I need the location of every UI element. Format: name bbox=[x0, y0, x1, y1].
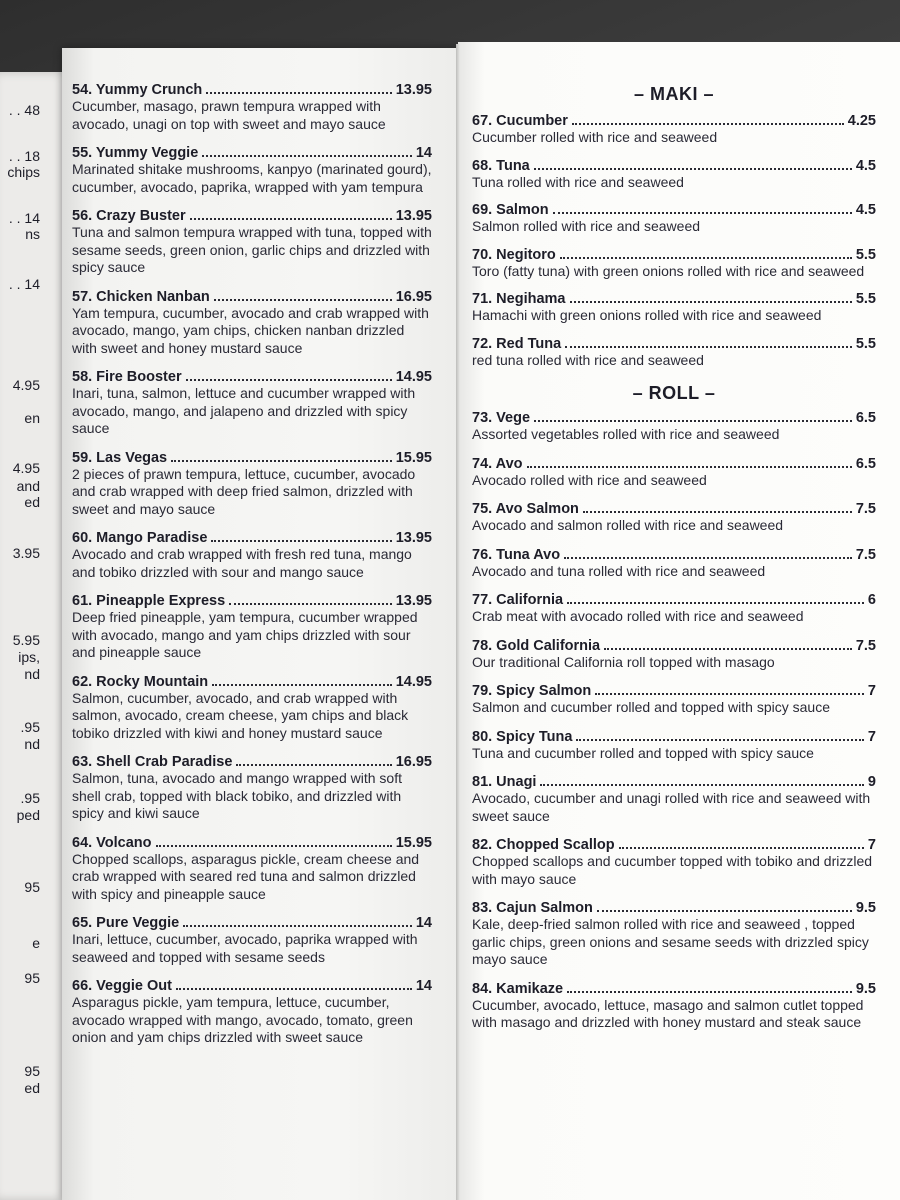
menu-item-price: 4.5 bbox=[855, 202, 876, 218]
left-page-text-fragment: ed bbox=[24, 494, 40, 510]
menu-item-header bbox=[72, 82, 432, 98]
menu-item bbox=[472, 113, 876, 147]
menu-item bbox=[472, 900, 876, 969]
menu-item-header bbox=[472, 410, 876, 426]
left-menu-page-fragment bbox=[0, 72, 70, 1200]
menu-item bbox=[72, 835, 432, 904]
dot-leader bbox=[156, 845, 392, 847]
menu-item bbox=[72, 674, 432, 743]
menu-item-name: 58. Fire Booster bbox=[72, 369, 182, 385]
left-page-text-fragment: .95 bbox=[20, 719, 40, 735]
menu-item-name: 72. Red Tuna bbox=[472, 335, 562, 352]
menu-item-description: Inari, tuna, salmon, lettuce and cucumber wrapped with avocado, mango, and jalapeno and drizzled with spicy sauce bbox=[72, 385, 416, 436]
dot-leader bbox=[534, 420, 852, 422]
menu-item-price: 4.5 bbox=[855, 157, 876, 174]
menu-item-description: Kale, deep-fried salmon rolled with rice and seaweed , topped garlic chips, green onions and sesame seeds with drizzled spicy mayo sauce bbox=[472, 916, 869, 967]
menu-item-header bbox=[72, 369, 432, 385]
menu-item-description: red tuna rolled with rice and seaweed bbox=[472, 351, 704, 368]
menu-item-header bbox=[472, 336, 876, 352]
menu-item-description: Tuna rolled with rice and seaweed bbox=[472, 173, 684, 190]
menu-item-description: Avocado, cucumber and unagi rolled with rice and seaweed with sweet sauce bbox=[472, 790, 871, 824]
menu-item-price: 13.95 bbox=[395, 208, 432, 224]
menu-item bbox=[72, 289, 432, 358]
dot-leader bbox=[576, 739, 863, 741]
menu-item-header bbox=[72, 450, 432, 466]
menu-item bbox=[472, 729, 876, 763]
menu-item-name: 73. Vege bbox=[472, 410, 531, 426]
dot-leader bbox=[212, 684, 392, 686]
menu-item bbox=[472, 547, 876, 581]
menu-item-description: Salmon, cucumber, avocado, and crab wrapped with salmon, avocado, cream cheese, yam chips and black tobiko drizzled with kiwi and honey mustard sauce bbox=[72, 689, 409, 741]
menu-item bbox=[472, 592, 876, 626]
dot-leader bbox=[236, 764, 391, 766]
menu-item-name: 70. Negitoro bbox=[472, 246, 556, 263]
left-page-text-fragment: 5.95 bbox=[12, 632, 40, 648]
menu-item-header bbox=[472, 202, 876, 218]
menu-item-name: 55. Yummy Veggie bbox=[72, 145, 199, 161]
menu-item-description: Tuna and cucumber rolled and topped with spicy sauce bbox=[472, 744, 814, 761]
menu-item-name: 75. Avo Salmon bbox=[472, 501, 579, 517]
left-page-text-fragment: 95 bbox=[24, 879, 40, 895]
menu-item-name: 54. Yummy Crunch bbox=[72, 82, 203, 98]
left-page-text-fragment: nd bbox=[24, 736, 40, 752]
roll-section-title: – ROLL – bbox=[632, 383, 716, 403]
maki-section-title: – MAKI – bbox=[633, 84, 715, 104]
menu-item bbox=[472, 501, 876, 535]
left-page-text-fragment: ped bbox=[16, 807, 40, 823]
menu-item-header bbox=[472, 547, 876, 563]
menu-item-price: 14.95 bbox=[395, 673, 432, 690]
menu-item-description: Assorted vegetables rolled with rice and seaweed bbox=[472, 426, 780, 442]
menu-item-description: Chopped scallops, asparagus pickle, cream cheese and crab wrapped with seared red tuna and salmon drizzled with spicy and pineapple sauce bbox=[72, 850, 420, 902]
menu-item-name: 56. Crazy Buster bbox=[72, 208, 186, 224]
menu-item-header bbox=[72, 978, 432, 994]
left-page-text-fragment: . . 14 bbox=[8, 276, 40, 292]
menu-item-header bbox=[472, 113, 876, 129]
dot-leader bbox=[565, 346, 852, 348]
left-page-text-fragment: 4.95 bbox=[12, 460, 40, 476]
menu-item-description: Toro (fatty tuna) with green onions rolled with rice and seaweed bbox=[472, 262, 865, 279]
dot-leader bbox=[534, 168, 852, 170]
menu-item bbox=[72, 754, 432, 823]
menu-item-description: Yam tempura, cucumber, avocado and crab wrapped with avocado, mango, yam chips, chicken nanban drizzled with sweet and honey mustard sauce bbox=[72, 304, 429, 356]
menu-item bbox=[472, 837, 876, 888]
left-page-text-fragment: ed bbox=[24, 1080, 40, 1096]
menu-item-price: 13.95 bbox=[395, 530, 432, 546]
menu-item-price: 7 bbox=[867, 728, 876, 745]
dot-leader bbox=[214, 299, 392, 301]
menu-item-name: 69. Salmon bbox=[472, 202, 549, 218]
dot-leader bbox=[527, 466, 852, 468]
menu-item bbox=[472, 410, 876, 444]
left-page-text-fragment: 95 bbox=[24, 970, 40, 986]
menu-item-description: Hamachi with green onions rolled with rice and seaweed bbox=[472, 307, 822, 323]
dot-leader bbox=[564, 557, 852, 559]
left-page-text-fragment: chips bbox=[7, 164, 40, 180]
dot-leader bbox=[202, 155, 412, 157]
menu-item-price: 13.95 bbox=[395, 593, 432, 609]
menu-item-description: Cucumber rolled with rice and seaweed bbox=[472, 129, 718, 145]
menu-item-header bbox=[472, 456, 876, 472]
menu-item-header bbox=[472, 638, 876, 654]
dot-leader bbox=[604, 648, 852, 650]
menu-item-price: 14 bbox=[415, 978, 432, 994]
left-page-text-fragment: ns bbox=[25, 226, 40, 242]
menu-item-price: 14.95 bbox=[395, 369, 432, 385]
menu-item bbox=[72, 530, 432, 581]
menu-item bbox=[472, 683, 876, 717]
dot-leader bbox=[553, 212, 852, 214]
menu-item-price: 7 bbox=[867, 683, 876, 699]
menu-item-price: 14 bbox=[415, 145, 432, 161]
menu-item-price: 13.95 bbox=[395, 82, 432, 98]
left-page-text-fragment: 4.95 bbox=[12, 377, 40, 393]
menu-item-header bbox=[472, 592, 876, 608]
menu-fold-crease bbox=[456, 44, 460, 1200]
menu-item-price: 15.95 bbox=[395, 834, 432, 851]
menu-item-description: Avocado and tuna rolled with rice and seaweed bbox=[472, 562, 766, 579]
menu-item-price: 5.5 bbox=[855, 246, 876, 263]
menu-item bbox=[472, 336, 876, 370]
menu-item bbox=[72, 593, 432, 662]
dot-leader bbox=[570, 301, 852, 303]
menu-item-description: Tuna and salmon tempura wrapped with tuna, topped with sesame seeds, green onion, garlic chips and drizzled with spicy sauce bbox=[72, 224, 432, 275]
menu-item-price: 6.5 bbox=[855, 455, 876, 472]
left-page-text-fragment: .95 bbox=[20, 790, 40, 806]
dot-leader bbox=[567, 602, 864, 604]
menu-item-header bbox=[72, 208, 432, 224]
menu-item-header bbox=[472, 729, 876, 745]
dot-leader bbox=[183, 925, 412, 927]
left-page-text-fragment: and bbox=[16, 478, 40, 494]
dot-leader bbox=[619, 847, 864, 849]
menu-item-name: 74. Avo bbox=[472, 455, 523, 472]
menu-item-price: 15.95 bbox=[395, 449, 432, 466]
menu-item-header bbox=[472, 247, 876, 263]
menu-item-header bbox=[472, 900, 876, 916]
dot-leader bbox=[211, 540, 391, 542]
menu-item-name: 65. Pure Veggie bbox=[72, 915, 180, 931]
menu-item-description: Cucumber, masago, prawn tempura wrapped with avocado, unagi on top with sweet and mayo sauce bbox=[72, 98, 386, 132]
menu-item-price: 6 bbox=[867, 592, 876, 608]
menu-item-description: Avocado and crab wrapped with fresh red tuna, mango and tobiko drizzled with sour and mango sauce bbox=[72, 546, 412, 580]
menu-item-name: 80. Spicy Tuna bbox=[472, 728, 573, 745]
menu-item-header bbox=[72, 674, 432, 690]
menu-item-header bbox=[472, 683, 876, 699]
menu-item-description: Asparagus pickle, yam tempura, lettuce, cucumber, avocado wrapped with mango, avocado, tomato, green onion and yam chips drizzled with sweet sauce bbox=[72, 994, 413, 1045]
menu-item-name: 76. Tuna Avo bbox=[472, 546, 561, 563]
menu-item-header bbox=[72, 530, 432, 546]
dot-leader bbox=[190, 218, 392, 220]
menu-item-price: 16.95 bbox=[395, 754, 432, 770]
maki-list bbox=[472, 113, 876, 369]
menu-item bbox=[72, 82, 432, 133]
menu-item bbox=[72, 915, 432, 966]
menu-item-name: 71. Negihama bbox=[472, 291, 566, 307]
menu-item-price: 7.5 bbox=[855, 546, 876, 563]
menu-item-price: 6.5 bbox=[855, 410, 876, 426]
menu-item-header bbox=[472, 981, 876, 997]
menu-item-price: 9.5 bbox=[855, 900, 876, 916]
menu-item-price: 16.95 bbox=[395, 288, 432, 305]
menu-item-price: 9.5 bbox=[855, 980, 876, 997]
menu-item-name: 62. Rocky Mountain bbox=[72, 673, 209, 690]
menu-item-header bbox=[72, 289, 432, 305]
menu-item-name: 59. Las Vegas bbox=[72, 449, 168, 466]
menu-item-header bbox=[72, 835, 432, 851]
menu-item-name: 83. Cajun Salmon bbox=[472, 900, 593, 916]
menu-item-price: 9 bbox=[867, 774, 876, 790]
menu-item bbox=[472, 774, 876, 825]
menu-item-description: Cucumber, avocado, lettuce, masago and salmon cutlet topped with masago and drizzled with honey mustard and steak sauce bbox=[472, 996, 864, 1030]
left-page-text-fragment: . . 14 bbox=[8, 210, 40, 226]
dot-leader bbox=[572, 123, 844, 125]
menu-item-price: 5.5 bbox=[855, 291, 876, 307]
menu-item-name: 81. Unagi bbox=[472, 774, 537, 790]
dot-leader bbox=[540, 784, 863, 786]
menu-item-header bbox=[472, 291, 876, 307]
menu-item bbox=[472, 291, 876, 325]
dot-leader bbox=[560, 257, 852, 259]
left-page-text-fragment: en bbox=[24, 410, 40, 426]
menu-item-header bbox=[72, 754, 432, 770]
menu-item-name: 66. Veggie Out bbox=[72, 978, 172, 994]
menu-item-header bbox=[472, 158, 876, 174]
dot-leader bbox=[186, 379, 392, 381]
menu-item bbox=[472, 247, 876, 281]
menu-item-description: Inari, lettuce, cucumber, avocado, paprika wrapped with seaweed and topped with sesame seeds bbox=[72, 931, 418, 965]
menu-item bbox=[72, 208, 432, 277]
menu-item-name: 77. California bbox=[472, 592, 564, 608]
menu-item-name: 64. Volcano bbox=[72, 834, 152, 851]
dot-leader bbox=[229, 603, 392, 605]
left-page-text-fragment: nd bbox=[24, 666, 40, 682]
menu-item-header bbox=[472, 837, 876, 853]
left-page-text-fragment: . . 18 bbox=[8, 148, 40, 164]
dot-leader bbox=[597, 910, 852, 912]
menu-item-name: 61. Pineapple Express bbox=[72, 593, 226, 609]
menu-item-description: Salmon and cucumber rolled and topped with spicy sauce bbox=[472, 699, 830, 715]
menu-item-name: 68. Tuna bbox=[472, 157, 530, 174]
menu-item-header bbox=[72, 145, 432, 161]
left-page-text-fragment: . . 48 bbox=[8, 102, 40, 118]
menu-item-header bbox=[72, 593, 432, 609]
menu-item bbox=[72, 450, 432, 519]
menu-item-price: 5.5 bbox=[855, 335, 876, 352]
menu-item-header bbox=[472, 501, 876, 517]
menu-item bbox=[72, 145, 432, 196]
menu-item-name: 57. Chicken Nanban bbox=[72, 288, 210, 305]
menu-item bbox=[72, 369, 432, 438]
menu-item-header bbox=[472, 774, 876, 790]
menu-item-name: 78. Gold California bbox=[472, 637, 601, 654]
menu-item bbox=[472, 456, 876, 490]
menu-item-name: 84. Kamikaze bbox=[472, 980, 564, 997]
menu-item-name: 63. Shell Crab Paradise bbox=[72, 754, 233, 770]
left-page-text-fragment: 95 bbox=[24, 1063, 40, 1079]
left-page-text-fragment: e bbox=[32, 935, 40, 951]
menu-item bbox=[472, 981, 876, 1032]
menu-item-price: 14 bbox=[415, 915, 432, 931]
dot-leader bbox=[176, 988, 412, 990]
dot-leader bbox=[595, 693, 864, 695]
menu-item-name: 79. Spicy Salmon bbox=[472, 683, 592, 699]
menu-item-price: 7 bbox=[867, 837, 876, 853]
menu-item bbox=[472, 638, 876, 672]
dot-leader bbox=[583, 511, 852, 513]
menu-item-description: Our traditional California roll topped with masago bbox=[472, 653, 775, 670]
menu-item-header bbox=[72, 915, 432, 931]
menu-item-description: Marinated shitake mushrooms, kanpyo (marinated gourd), cucumber, avocado, paprika, wrapped with yam tempura bbox=[72, 161, 432, 195]
menu-item-description: Crab meat with avocado rolled with rice and seaweed bbox=[472, 608, 804, 624]
menu-item-description: Avocado and salmon rolled with rice and seaweed bbox=[472, 517, 784, 533]
menu-item-name: 82. Chopped Scallop bbox=[472, 837, 615, 853]
menu-item-description: 2 pieces of prawn tempura, lettuce, cucumber, avocado and crab wrapped with deep fried salmon, drizzled with sweet and mayo sauce bbox=[72, 465, 416, 517]
dot-leader bbox=[567, 991, 852, 993]
menu-item-description: Deep fried pineapple, yam tempura, cucumber wrapped with avocado, mango and yam chips drizzled with sour and pineapple sauce bbox=[72, 609, 418, 660]
menu-item-price: 7.5 bbox=[855, 501, 876, 517]
dot-leader bbox=[171, 460, 392, 462]
menu-item bbox=[72, 978, 432, 1047]
menu-item-price: 7.5 bbox=[855, 637, 876, 654]
maki-roll-column bbox=[472, 84, 876, 1044]
dot-leader bbox=[206, 92, 391, 94]
left-page-text-fragment: 3.95 bbox=[12, 545, 40, 561]
menu-item bbox=[472, 202, 876, 236]
menu-item bbox=[472, 158, 876, 192]
left-page-text-fragment: ips, bbox=[18, 649, 40, 665]
menu-item-description: Chopped scallops and cucumber topped with tobiko and drizzled with mayo sauce bbox=[472, 853, 873, 887]
menu-item-description: Salmon, tuna, avocado and mango wrapped with soft shell crab, topped with black tobiko, and drizzled with spicy and kiwi sauce bbox=[72, 770, 402, 821]
menu-item-name: 60. Mango Paradise bbox=[72, 530, 208, 546]
menu-item-description: Avocado rolled with rice and seaweed bbox=[472, 471, 707, 488]
menu-item-description: Salmon rolled with rice and seaweed bbox=[472, 218, 701, 234]
menu-item-name: 67. Cucumber bbox=[472, 113, 568, 129]
roll-list bbox=[472, 410, 876, 1032]
specialty-rolls-column bbox=[72, 82, 432, 1059]
menu-item-price: 4.25 bbox=[847, 113, 876, 129]
